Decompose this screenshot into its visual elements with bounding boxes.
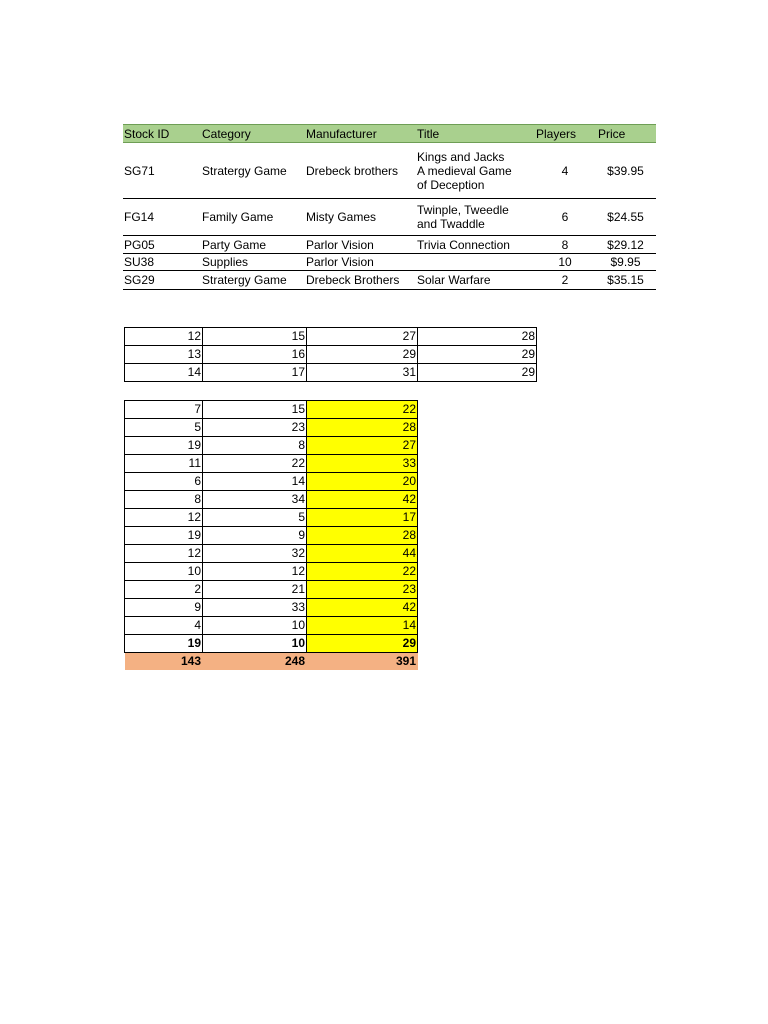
table-cell[interactable]: 21 [203, 581, 307, 599]
cell-manufacturer[interactable]: Misty Games [306, 210, 377, 224]
highlighted-cell[interactable]: 14 [307, 617, 418, 635]
cell-category[interactable]: Family Game [202, 210, 274, 224]
highlighted-cell[interactable]: 23 [307, 581, 418, 599]
header-stock-id[interactable]: Stock ID [124, 126, 170, 141]
cell-title-text: Twinple, Tweedle and Twaddle [417, 203, 509, 231]
table-row [125, 617, 418, 635]
table-cell[interactable]: 10 [203, 617, 307, 635]
header-title[interactable]: Title [417, 126, 440, 141]
table-row [125, 563, 418, 581]
cell-title-text: Kings and Jacks A medieval Game of Deception [417, 149, 512, 192]
table-row [125, 581, 418, 599]
table-cell[interactable]: 5 [125, 419, 203, 437]
table-cell[interactable]: 14 [203, 473, 307, 491]
table-row [123, 236, 656, 253]
table-row [125, 419, 418, 437]
total-cell[interactable]: 248 [203, 653, 307, 671]
cell-manufacturer[interactable]: Drebeck brothers [306, 163, 399, 178]
cell-category[interactable]: Party Game [202, 237, 267, 252]
table-row-bold [125, 635, 418, 653]
cell-manufacturer[interactable]: Parlor Vision [306, 255, 374, 269]
table-cell[interactable]: 12 [125, 509, 203, 527]
table-cell[interactable]: 10 [203, 635, 307, 653]
table-cell[interactable]: 12 [203, 563, 307, 581]
table-cell[interactable]: 29 [307, 346, 418, 364]
highlighted-cell[interactable]: 33 [307, 455, 418, 473]
table-cell[interactable]: 33 [203, 599, 307, 617]
table-row [125, 491, 418, 509]
cell-players[interactable]: 10 [558, 255, 572, 269]
table-cell[interactable]: 6 [125, 473, 203, 491]
table-cell[interactable]: 29 [418, 364, 537, 382]
table-row [123, 271, 656, 290]
table-row [125, 401, 418, 419]
highlighted-cell[interactable]: 42 [307, 599, 418, 617]
table-cell[interactable]: 29 [418, 346, 537, 364]
table-cell[interactable]: 9 [125, 599, 203, 617]
table-cell[interactable]: 22 [203, 455, 307, 473]
table-cell[interactable]: 15 [203, 328, 307, 346]
table-cell[interactable]: 4 [125, 617, 203, 635]
total-cell[interactable]: 143 [125, 653, 203, 671]
table-cell[interactable]: 11 [125, 455, 203, 473]
table-cell[interactable]: 27 [307, 328, 418, 346]
table-cell[interactable]: 34 [203, 491, 307, 509]
table-row [123, 253, 656, 271]
table-row [125, 599, 418, 617]
table-cell[interactable]: 8 [203, 437, 307, 455]
cell-title[interactable] [416, 143, 535, 198]
table-cell[interactable]: 23 [203, 419, 307, 437]
table-cell[interactable]: 5 [203, 509, 307, 527]
table-cell[interactable]: 28 [418, 328, 537, 346]
cell-category[interactable]: Stratergy Game [202, 273, 287, 287]
stock-table [123, 124, 656, 290]
table-row [125, 437, 418, 455]
highlighted-cell[interactable]: 29 [307, 635, 418, 653]
cell-players[interactable]: 4 [561, 163, 569, 178]
highlighted-cell[interactable]: 22 [307, 401, 418, 419]
cell-manufacturer[interactable]: Parlor Vision [306, 237, 374, 252]
table-cell[interactable]: 13 [125, 346, 203, 364]
cell-stock-id[interactable]: SG29 [124, 273, 155, 287]
table-cell[interactable]: 9 [203, 527, 307, 545]
table-row [125, 509, 418, 527]
highlighted-cell[interactable]: 17 [307, 509, 418, 527]
cell-price[interactable]: $39.95 [607, 163, 644, 178]
table-cell[interactable]: 32 [203, 545, 307, 563]
table-cell[interactable]: 7 [125, 401, 203, 419]
table-cell[interactable]: 10 [125, 563, 203, 581]
cell-stock-id[interactable]: FG14 [124, 210, 155, 224]
header-category[interactable]: Category [202, 126, 251, 141]
cell-title[interactable] [416, 236, 535, 253]
highlighted-cell[interactable]: 27 [307, 437, 418, 455]
highlighted-cell[interactable]: 28 [307, 527, 418, 545]
highlighted-cell[interactable]: 28 [307, 419, 418, 437]
table-cell[interactable]: 8 [125, 491, 203, 509]
table-cell[interactable]: 19 [125, 527, 203, 545]
table-cell[interactable]: 31 [307, 364, 418, 382]
cell-players[interactable]: 2 [561, 273, 569, 287]
highlighted-cell[interactable]: 42 [307, 491, 418, 509]
header-players[interactable]: Players [536, 126, 577, 141]
table-cell[interactable]: 2 [125, 581, 203, 599]
cell-price[interactable]: $9.95 [610, 255, 641, 269]
table-cell[interactable]: 19 [125, 635, 203, 653]
cell-title-text: Trivia Connection [417, 237, 510, 252]
table-row [123, 143, 656, 199]
cell-players[interactable]: 6 [561, 210, 569, 224]
table-cell[interactable]: 17 [203, 364, 307, 382]
table-row [125, 473, 418, 491]
cell-stock-id[interactable]: PG05 [124, 237, 155, 252]
cell-price[interactable]: $35.15 [607, 273, 644, 287]
large-table-body [125, 401, 418, 671]
header-price[interactable]: Price [598, 126, 626, 141]
table-cell[interactable]: 15 [203, 401, 307, 419]
cell-price[interactable]: $24.55 [607, 210, 644, 224]
small-number-table [124, 327, 537, 382]
cell-title-text: Solar Warfare [417, 273, 491, 287]
highlighted-cell[interactable]: 44 [307, 545, 418, 563]
header-manufacturer[interactable]: Manufacturer [306, 126, 377, 141]
table-row [125, 346, 537, 364]
small-table-body [125, 328, 537, 382]
cell-title[interactable] [416, 199, 535, 235]
table-cell[interactable]: 14 [125, 364, 203, 382]
cell-manufacturer[interactable]: Drebeck Brothers [306, 273, 400, 287]
table-row [125, 364, 537, 382]
table-cell[interactable]: 16 [203, 346, 307, 364]
stock-table-header [123, 124, 656, 143]
table-row [125, 545, 418, 563]
cell-category[interactable]: Supplies [202, 255, 249, 269]
table-cell[interactable]: 12 [125, 328, 203, 346]
table-row [123, 199, 656, 236]
table-row [125, 328, 537, 346]
table-cell[interactable]: 19 [125, 437, 203, 455]
cell-title[interactable] [416, 254, 535, 270]
table-row [125, 455, 418, 473]
table-row [125, 527, 418, 545]
cell-price[interactable]: $29.12 [607, 237, 644, 252]
cell-stock-id[interactable]: SG71 [124, 163, 155, 178]
highlighted-cell[interactable]: 20 [307, 473, 418, 491]
cell-category[interactable]: Stratergy Game [202, 163, 287, 178]
large-number-table [124, 400, 418, 670]
cell-stock-id[interactable]: SU38 [124, 255, 155, 269]
cell-title[interactable] [416, 271, 535, 289]
cell-players[interactable]: 8 [561, 237, 569, 252]
total-row [125, 653, 418, 671]
total-cell[interactable]: 391 [307, 653, 418, 671]
highlighted-cell[interactable]: 22 [307, 563, 418, 581]
table-cell[interactable]: 12 [125, 545, 203, 563]
